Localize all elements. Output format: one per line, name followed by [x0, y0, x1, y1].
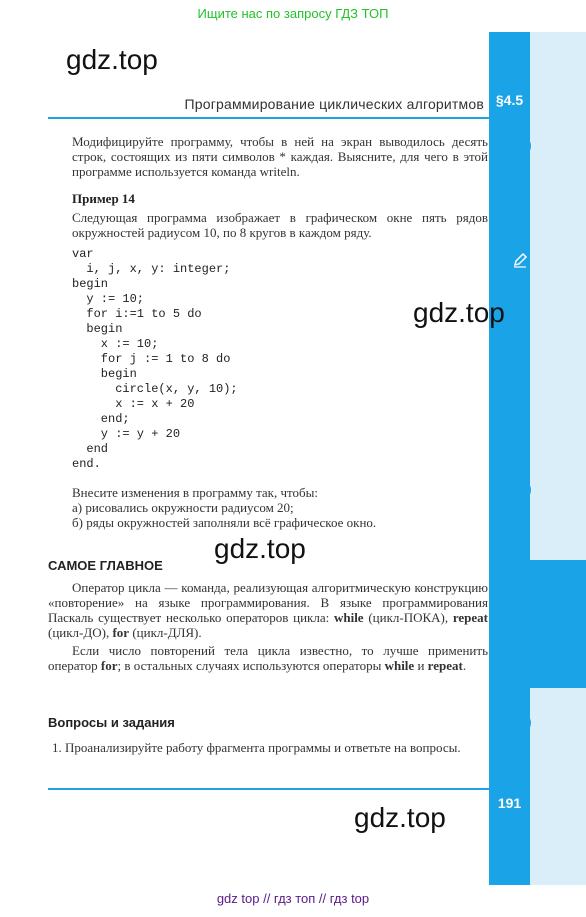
computer-icon — [511, 161, 531, 181]
footer-links[interactable]: gdz top // гдз топ // гдз top — [216, 891, 370, 906]
example-title: Пример 14 — [72, 191, 135, 206]
question-item-1: 1. Проанализируйте работу фрагмента программы и ответьте на вопросы. — [52, 740, 461, 755]
footer-rule — [48, 788, 489, 790]
right-margin-light — [530, 32, 586, 885]
code-listing: var i, j, x, y: integer; begin y := 10; for i:=1 to 5 do begin x := 10; for j := 1 to 8 do begin circle(x, y, 10); x := x + 20 end; y := y + 20 end end. — [72, 247, 238, 471]
pencil-icon — [510, 250, 530, 270]
main-point-heading: САМОЕ ГЛАВНОЕ — [48, 558, 163, 573]
chapter-title: Программирование циклических алгоритмов — [184, 96, 484, 112]
computer-icon — [511, 507, 531, 527]
main-point-para2: Если число повторений тела цикла известно, то лучше применить оператор for; в остальных случаях используются операторы while и repeat. — [48, 643, 488, 673]
top-banner[interactable]: Ищите нас по запросу ГДЗ ТОП — [197, 6, 389, 21]
page-number: 191 — [497, 795, 522, 811]
task-text: Модифицируйте программу, чтобы в ней на экран выводилось десять строк, состоящих из пяти символов * каждая. Выясните, для чего в этой программе используется команда writeln. — [72, 134, 488, 179]
question-icon — [511, 480, 531, 500]
main-point-para1: Оператор цикла — команда, реализующая алгоритмическую конструкцию «повторение» на языке программирования. В языке программирования Паскаль существует несколько операторов цикла: while (цикл-ПОКА), repeat (цикл-ДО), for (цикл-ДЛЯ). — [48, 580, 489, 640]
watermark: gdz.top — [66, 44, 158, 75]
section-label: §4.5 — [495, 92, 524, 108]
question-icon — [511, 136, 531, 156]
watermark: gdz.top — [413, 297, 505, 328]
watermark: gdz.top — [214, 533, 306, 564]
example-intro: Следующая программа изображает в графическом окне пять рядов окружностей радиусом 10, по 8 кругов в каждом ряду. — [72, 210, 488, 240]
header-rule — [48, 117, 489, 119]
main-point-marker — [510, 560, 586, 688]
questions-heading: Вопросы и задания — [48, 715, 175, 730]
changes-item-a: а) рисовались окружности радиусом 20; — [72, 500, 294, 515]
right-margin-blue — [489, 32, 530, 885]
question-icon — [511, 713, 531, 733]
watermark: gdz.top — [354, 802, 446, 833]
changes-item-b: б) ряды окружностей заполняли всё графическое окно. — [72, 515, 377, 530]
changes-intro: Внесите изменения в программу так, чтобы: — [72, 485, 319, 500]
